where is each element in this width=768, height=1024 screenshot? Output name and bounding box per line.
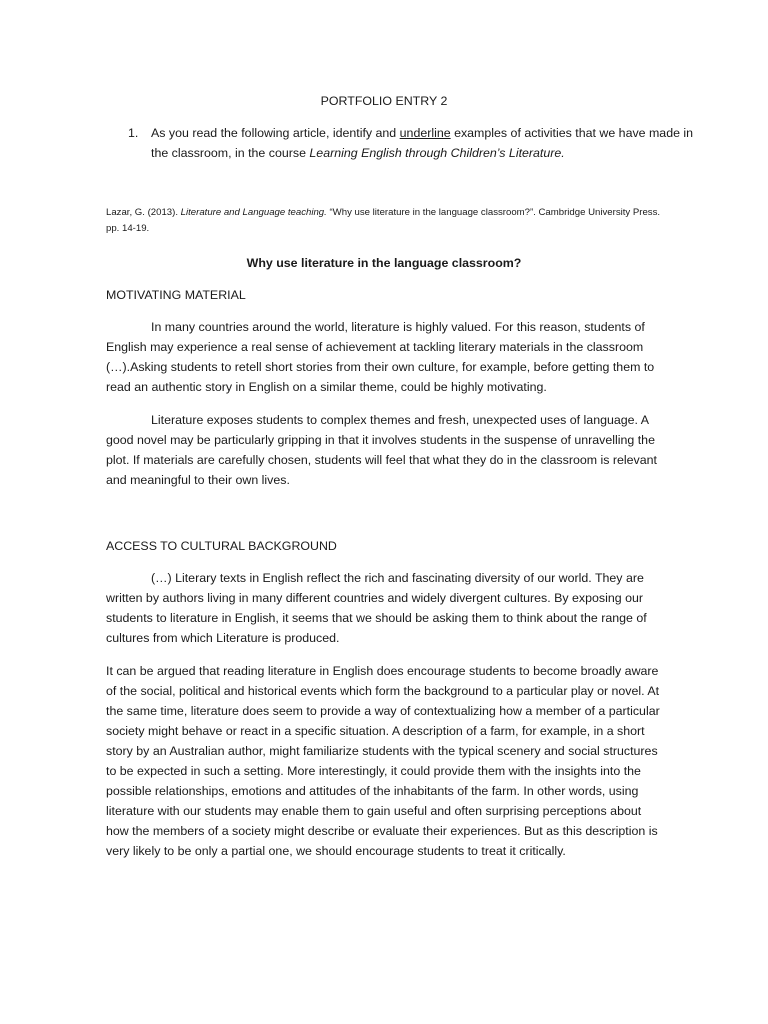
paragraph-motivating-2 (106, 410, 666, 490)
section-heading-motivating: MOTIVATING MATERIAL (106, 288, 246, 302)
citation-author: Lazar, G. (2013). (106, 207, 181, 218)
citation (106, 205, 666, 237)
course-title: Learning English through Children’s Literature. (309, 146, 565, 160)
question-number: 1. (128, 126, 139, 140)
question-text-after: examples of activities that we have made in the classroom, in the course (151, 126, 694, 160)
citation-rest: “Why use literature in the language classroom?”. Cambridge University Press. pp. 14-19. (106, 207, 661, 234)
section-heading-cultural: ACCESS TO CULTURAL BACKGROUND (106, 539, 337, 553)
paragraph-text: (…) Literary texts in English reflect the rich and fascinating diversity of our world. They are written by authors living in many different countries and widely divergent cultures. By exposing our students to literature in English, it seems that we should be asking them to think about the range of cultures from which Literature is produced. (106, 571, 647, 645)
paragraph-cultural-1 (106, 568, 666, 648)
question-text-before: As you read the following article, identify and (151, 126, 400, 140)
underlined-word: underline (399, 126, 451, 140)
paragraph-text: It can be argued that reading literature in English does encourage students to become broadly aware of the social, political and historical events which form the background to a particular play or novel. At the same time, literature does seem to provide a way of contextualizing how a member of a particular society might behave or react in a specific situation. A description of a farm, for example, in a short story by an Australian author, might familiarize students with the typical scenery and social structures to be expected in such a setting. More interestingly, it could provide them with the insights into the possible relationships, emotions and attitudes of the inhabitants of the farm. In other words, using literature with our students may enable them to gain useful and often surprising perceptions about how the members of a society might describe or evaluate their experiences. But as this description is very likely to be only a partial one, we should encourage students to treat it critically. (106, 664, 660, 858)
paragraph-motivating-1 (106, 317, 666, 397)
question-text (151, 123, 711, 163)
paragraph-text: Literature exposes students to complex themes and fresh, unexpected uses of language. A good novel may be particularly gripping in that it involves students in the suspense of unravelling the plot. If materials are carefully chosen, students will feel that what they do in the classroom is relevant and meaningful to their own lives. (106, 413, 657, 487)
page-title: PORTFOLIO ENTRY 2 (320, 94, 448, 108)
paragraph-cultural-2 (106, 661, 666, 861)
citation-book-title: Literature and Language teaching. (180, 207, 327, 218)
paragraph-text: In many countries around the world, literature is highly valued. For this reason, students of English may experience a real sense of achievement at tackling literary materials in the classroom (…).Asking students to retell short stories from their own culture, for example, before getting them to read an authentic story in English on a similar theme, could be highly motivating. (106, 320, 655, 394)
article-subtitle: Why use literature in the language classroom? (246, 256, 522, 270)
